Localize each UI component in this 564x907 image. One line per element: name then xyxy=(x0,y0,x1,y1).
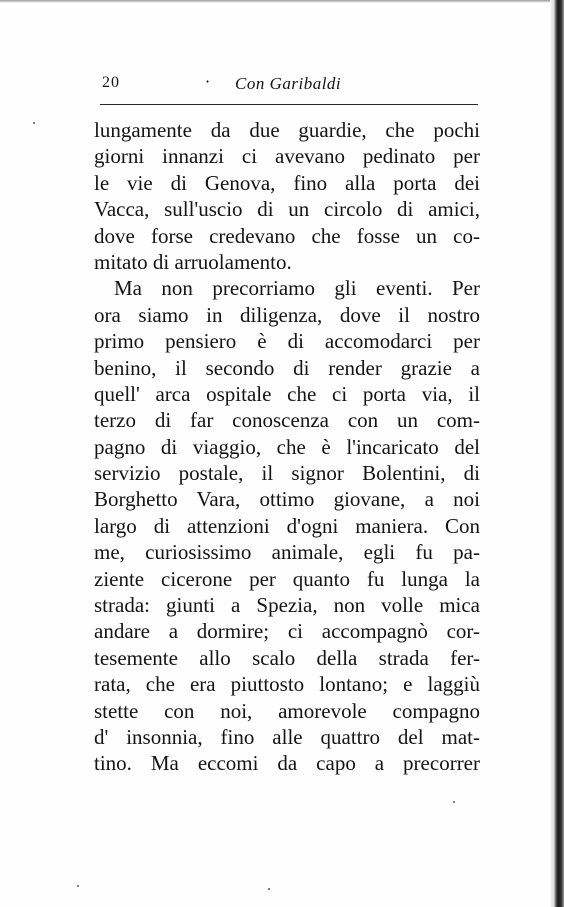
text-line: dove forse credevano che fosse un co- xyxy=(94,223,480,248)
text-line: rata, che era piuttosto lontano; e laggiù xyxy=(94,672,480,697)
text-line: Ma non precorriamo gli eventi. Per xyxy=(114,276,480,301)
text-line: ora siamo in diligenza, dove il nostro xyxy=(94,302,480,327)
book-binding-edge xyxy=(550,0,564,907)
text-line: d' insonnia, fino alle quattro del mat- xyxy=(94,724,480,749)
paper-speck xyxy=(453,801,455,803)
text-line: benino, il secondo di render grazie a xyxy=(94,355,480,380)
running-head: Con Garibaldi xyxy=(235,74,342,93)
text-line: Borghetto Vara, ottimo giovane, a noi xyxy=(94,487,480,512)
text-line: pagno di viaggio, che è l'incaricato del xyxy=(94,434,480,459)
header-rule xyxy=(100,104,478,105)
text-line: servizio postale, il signor Bolentini, di xyxy=(94,461,480,486)
page-top-edge xyxy=(0,0,564,3)
text-line: largo di attenzioni d'ogni maniera. Con xyxy=(94,513,480,538)
text-line: me, curiosissimo animale, egli fu pa- xyxy=(94,540,480,565)
text-line: giorni innanzi ci avevano pedinato per xyxy=(94,144,480,169)
text-line: le vie di Genova, fino alla porta dei xyxy=(94,170,480,195)
paper-speck xyxy=(33,122,35,124)
page-number: 20 xyxy=(102,74,120,91)
text-line: lungamente da due guardie, che pochi xyxy=(94,118,480,142)
text-line: strada: giunti a Spezia, non volle mica xyxy=(94,593,480,618)
text-line: terzo di far conoscenza con un com- xyxy=(94,408,480,433)
text-line: tino. Ma eccomi da capo a precorrer xyxy=(94,751,480,776)
text-line: Vacca, sull'uscio di un circolo di amici, xyxy=(94,197,480,222)
text-line: stette con noi, amorevole compagno xyxy=(94,698,480,723)
text-line: andare a dormire; ci accompagnò cor- xyxy=(94,619,480,644)
header-separator: · xyxy=(205,72,211,91)
text-line: tesemente allo scalo della strada fer- xyxy=(94,645,480,670)
paper-speck xyxy=(268,888,270,890)
text-line: quell' arca ospitale che ci porta via, il xyxy=(94,381,480,406)
text-line: mitato di arruolamento. xyxy=(94,249,292,274)
paper-speck xyxy=(77,885,79,887)
page-header xyxy=(100,72,480,98)
body-text xyxy=(94,117,480,777)
text-line: ziente cicerone per quanto fu lunga la xyxy=(94,566,480,591)
text-line: primo pensiero è di accomodarci per xyxy=(94,329,480,354)
